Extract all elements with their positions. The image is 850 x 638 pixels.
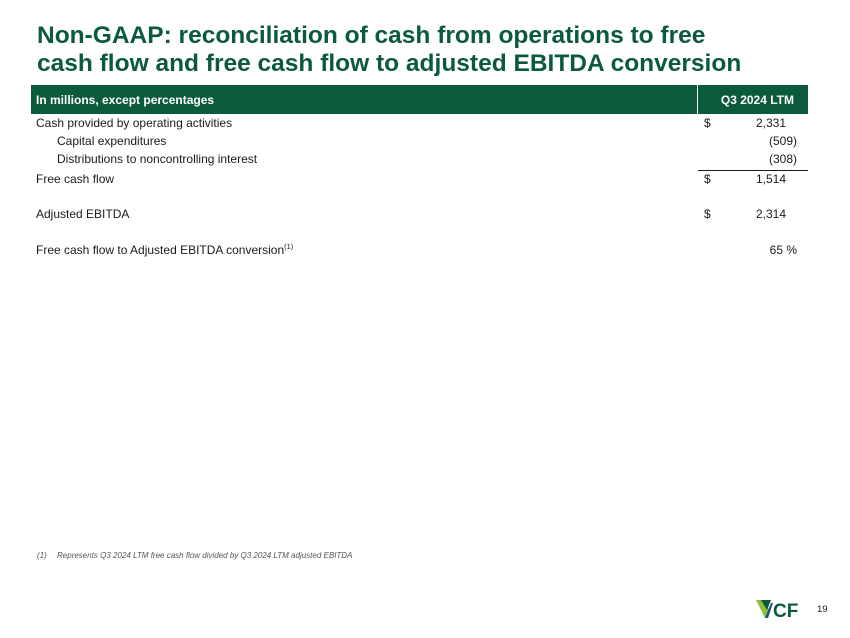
header-label: In millions, except percentages — [36, 93, 215, 107]
row-label: Cash provided by operating activities — [36, 116, 233, 130]
row-currency: $ — [704, 207, 711, 221]
cf-logo — [756, 597, 802, 621]
footnote-text: Represents Q3 2024 LTM free cash flow divided by Q3 2024 LTM adjusted EBITDA — [57, 551, 353, 560]
row-value: (509) — [768, 134, 797, 148]
table-row — [31, 206, 808, 224]
page-number: 19 — [817, 604, 828, 615]
table-row — [31, 133, 808, 151]
row-value: (308) — [768, 152, 797, 166]
row-label: Capital expenditures — [57, 134, 167, 148]
footnote-number: (1) — [37, 551, 47, 560]
page-title-line-2: cash flow and free cash flow to adjusted EBITDA conversion — [37, 50, 742, 77]
table-row — [31, 242, 808, 260]
header-divider — [697, 85, 698, 114]
header-period: Q3 2024 LTM — [720, 93, 794, 107]
row-label — [36, 243, 293, 257]
table-row — [31, 151, 808, 169]
footnote-ref: (1) — [284, 242, 294, 251]
logo-text: CF — [773, 601, 799, 621]
row-currency: $ — [704, 172, 711, 186]
footnote — [37, 551, 352, 560]
page-title — [37, 22, 827, 78]
row-label: Distributions to noncontrolling interest — [57, 152, 258, 166]
table-row — [31, 171, 808, 189]
row-currency: $ — [704, 116, 711, 130]
row-label: Free cash flow — [36, 172, 115, 186]
cf-logo-mark — [756, 597, 802, 621]
row-value: 2,331 — [755, 116, 786, 130]
page-title-line-1: Non-GAAP: reconciliation of cash from operations to free — [37, 22, 706, 49]
row-label: Adjusted EBITDA — [36, 207, 130, 221]
table-row — [31, 115, 808, 133]
row-value: 1,514 — [755, 172, 786, 186]
table-header — [31, 85, 808, 114]
row-label-text: Free cash flow to Adjusted EBITDA conversion — [36, 243, 285, 257]
row-value: 2,314 — [755, 207, 786, 221]
row-value: 65 % — [769, 243, 797, 257]
